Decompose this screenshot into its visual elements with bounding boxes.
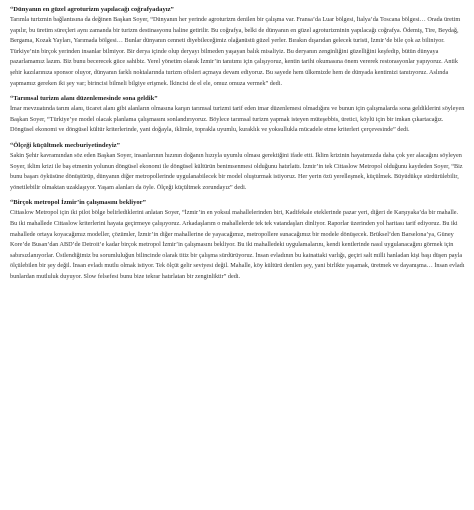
section-heading: “Ölçeği küçültmek mecburiyetindeyiz” [10,141,120,149]
section-paragraph: Cittaslow Metropol için iki pilot bölge belirlediklerini anlatan Soyer, “İzmir’in en yoksul mahallelerinden biri, Kadifekale eteklerinde pazar yeri, diğeri de Karşıyaka’da bir mahalle. Bu iki mahallede Cittaslow kriterlerini hayata geçirmeye çalışıyoruz. Arkadaşlarım o mahallelerde tek tek vatandaşları dinliyor. Raporlar üzerinden yol haritası tarif ediyoruz. Bu iki mahallede ortaya koyacağımız modeller, çözümler, İzmir’in diğer mahallerine de yayacağımız, metropollere sunacağımız bir modele dönüşecek. Brüksel’den Barselona’ya, Güney Kore’de Busan’dan ABD’de Detroit’e kadar birçok metropol İzmir’in çalışmasını bekliyor. Bu iki mahalledeki uygulamalarını, kendi kentlerinde nasıl uygulanacağını görmek için sabırsızlanıyorlar. Üstlendiğimiz bu sorumluluğun bilincinde olarak titiz bir çalışma sürdürüyoruz. İnsan evladının bu kainattaki varlığı, geçiri salt milli hanladan kişi başı düşen payla ölçülebilen bir şey değil. İnsan evladı mutlu olmak istiyor. Tek ölçüt gelir seviyesi değil. Mahalle, köy kültürü denilen şey, yani birlikte yaşamak, üretmek ve dayanışma… İnsan evladı bunlardan mutluluk duyuyor. Slow felsefesi bunu bize tekrar hatırlatan bir zenginliktir” dedi. [10,209,465,280]
section-heading: “Dünyanın en güzel agroturizm yapılacağı coğrafyadayız” [10,6,174,13]
section-olcegi-kucultmek [10,141,466,193]
section-heading: “Birçok metropol İzmir’in çalışmasını bekliyor” [10,199,146,207]
section-paragraph: İmar mevzuatında tarım alanı, ticaret alanı gibi alanların olmasına karşın tarımsal turizmi tarif eden imar düzenlemesi olmadığını ve bunun için çalışmalarda sona geldiklerini söyleyen Başkan Soyer, “Türkiye’ye model olacak planlama çalışmasını sonlandırıyoruz. Böylece tarımsal turizm yapmak isteyen müteşebbis, üretici, köylü için bir imkan çıkartacağız. Döngüsel ekonomi ve döngüsel kültür kriterlerinde, yani doğayla, iklimle, toprakla uyumlu, kuraklık ve yoksullukla mücadele etme kriterleri çerçevesinde” dedi. [10,105,465,134]
section-metropol [10,198,466,282]
section-paragraph: Sakin Şehir kavramından söz eden Başkan Soyer, insanlarının hızının doğanın hızıyla uyumlu olması gerektiğini ifade etti. İklim krizinin hayatımızda daha çok yer alacağını söyleyen Soyer, iklim krizi ile baş etmenin yolunun döngüsel ekonomi ile döngüsel kültürün benimsenmesi olduğunu hatırlattı. İzmir’in tek Cittaslow Metropol olduğunu kaydeden Soyer, “Biz bunu başarı öyküsüne dönüştürüp, dünyanın diğer metropollerinde uygulanabilecek bir model oluşturmak istiyoruz. Her yerin özü yerelleşmek, küçülmek. Büyüdükçe sürdürülebilir, yönetilebilir olmaktan uzaklaşıyor. Yaşam alanları da öyle. Ölçeği küçültmek zorundayız” dedi. [10,151,463,191]
section-heading: “Tarımsal turizm alanı düzenlemesinde sona geldik” [10,95,158,103]
section-tarimsal-turizm [10,94,466,136]
section-agroturizm [10,5,466,89]
section-paragraph: Tarımla turizmin bağlantısına da değinen Başkan Soyer, “Dünyanın her yerinde agroturizm denilen bir çalışma var. Fransa’da Luar bölgesi, İtalya’da Toscana bölgesi… Orada üretim yapılır, bu üretim süreçleri aynı zamanda bir turizm destinasyonu haline getirilir. Bu coğrafya, belki de dünyanın en güzel agroturizminin yapılacağı coğrafya. Ödemiş, Tire, Beydağ, Bergama, Kozak Yayları, Yarımada bölgesi… Bunlar dünyanın cenneti diyebileceğimiz olağanüstü güzel yerler. Bırakın dışarıdan gelecek turisti, İzmir’de bile çok az biliniyor. Türkiye’nin birçok yerinden insanlar bilmiyor. Bir derya içinde olup deryayı bilmeden yaşayan balık misaliyiz. Bu deryanın zenginliğini güzelliğini keşfedip, bütün dünyaya pazarlamamız lazım. Biz bunu becerecek güce sahibiz. Yerel yönetim olarak İzmir’in tanıtımı için çalışıyoruz, kentin tarihi okumasına önem vererek restorasyonlar yapıyoruz. Antik şehir kazılarınıza sponsor oluyor, dünyanın farklı noktalarında turizm ofisleri açmaya devam ediyoruz. Bu sayede hem ülkemizde hem de dünyada kentimizi tanıtıyoruz. Aslında yapmamız gereken iki şey var; birincisi bilmeli bilgiye erişmek. İkincisi de el ele, omuz omuza vermek” dedi. [10,16,461,87]
